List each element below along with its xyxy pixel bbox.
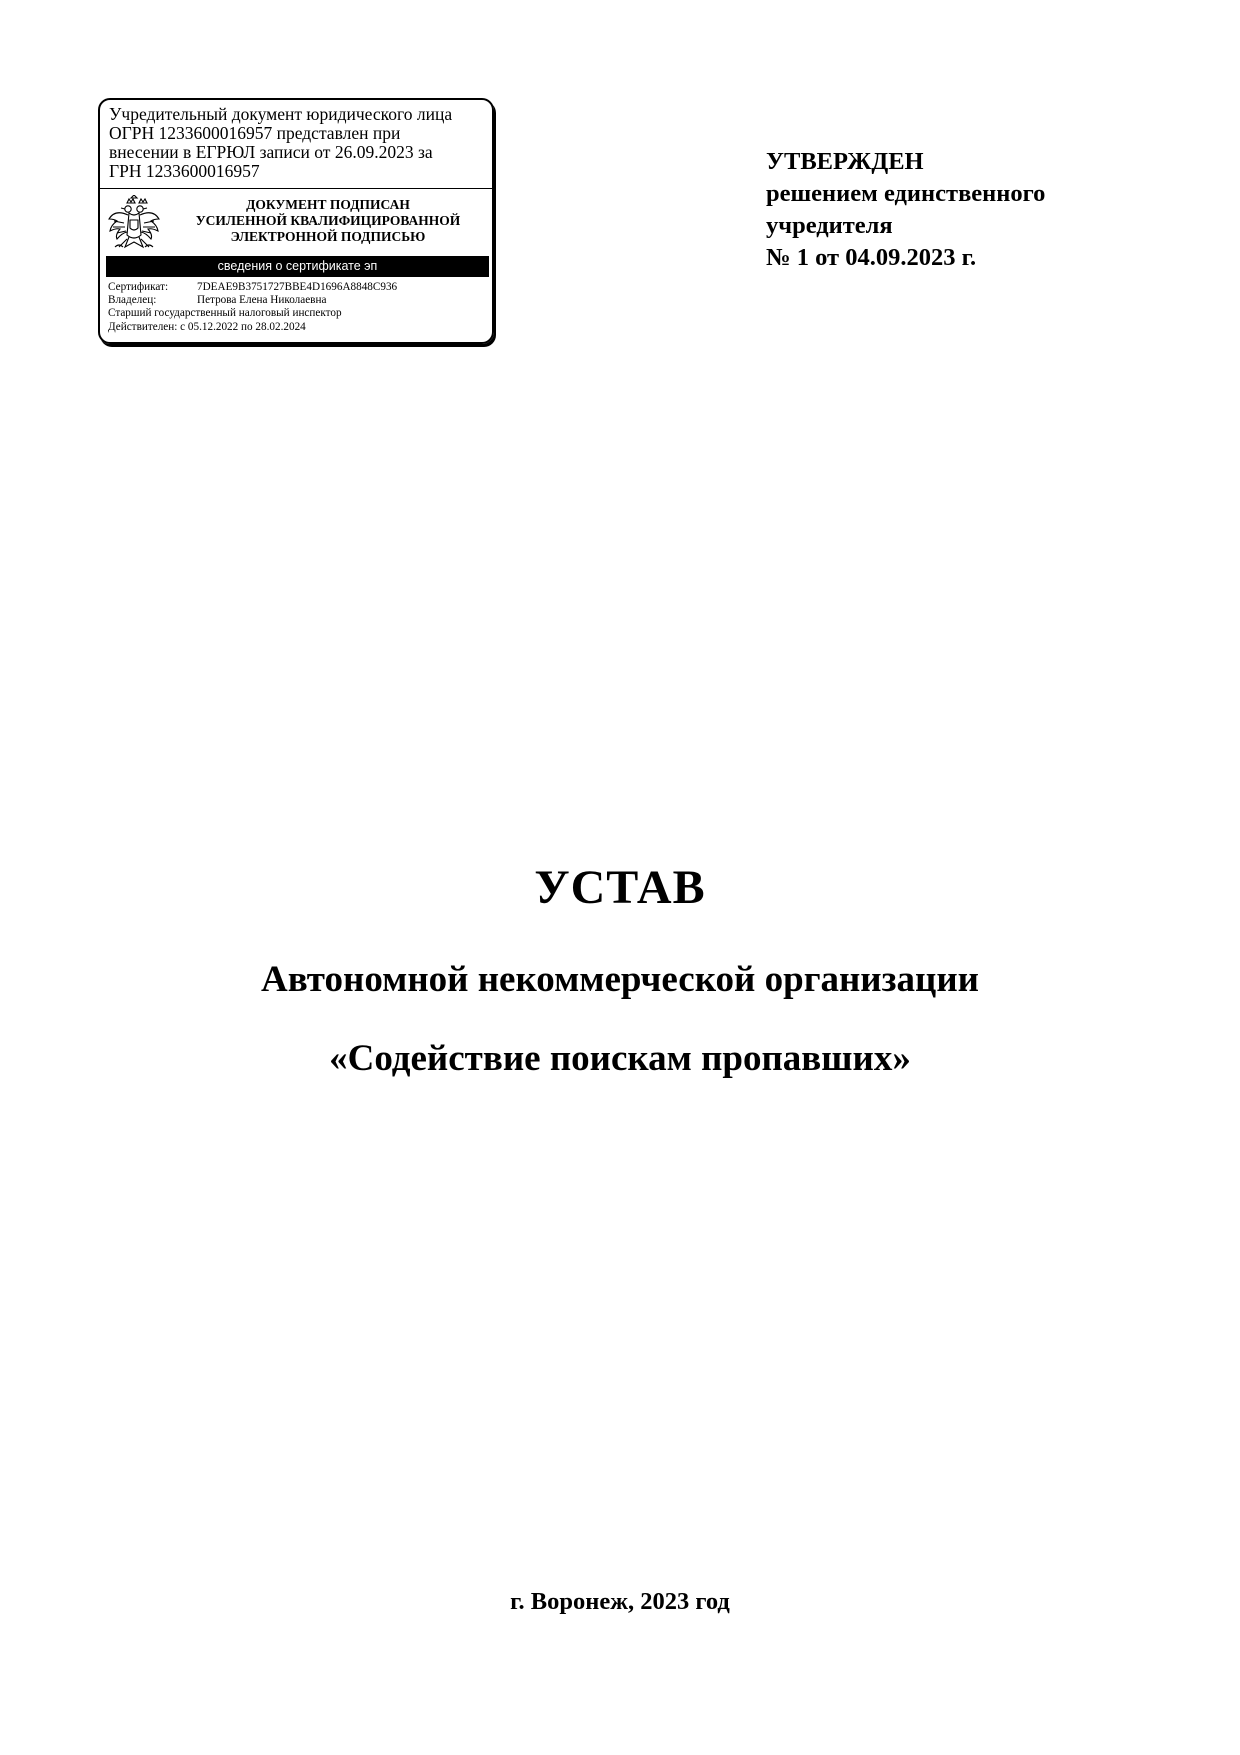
- approval-decision-number: № 1 от 04.09.2023 г.: [766, 244, 977, 271]
- certificate-value: 7DEAE9B3751727BBE4D1696A8848C936: [197, 281, 398, 293]
- owner-position: Старший государственный налоговый инспектор: [108, 307, 342, 320]
- russian-coat-of-arms-icon: [105, 195, 163, 257]
- owner-value: Петрова Елена Николаевна: [197, 294, 327, 307]
- signed-title-line: ЭЛЕКТРОННОЙ ПОДПИСЬЮ: [230, 229, 426, 244]
- certificate-details: [108, 281, 492, 334]
- approval-block: [766, 146, 1045, 274]
- validity-value: с 05.12.2022 по 28.02.2024: [180, 320, 306, 333]
- registration-text: [109, 105, 489, 181]
- registration-line: Учредительный документ юридического лица: [109, 104, 453, 124]
- position-row: [108, 307, 492, 320]
- owner-row: [108, 294, 492, 307]
- registration-line: внесении в ЕГРЮЛ записи от 26.09.2023 за: [109, 142, 433, 162]
- certificate-info-bar: сведения о сертификате эп: [106, 256, 489, 277]
- certificate-row: [108, 281, 492, 294]
- certificate-label: Сертификат:: [108, 281, 169, 293]
- registration-line: ОГРН 1233600016957 представлен при: [109, 123, 401, 143]
- owner-label: Владелец:: [108, 294, 157, 307]
- organization-name: «Содействие поискам пропавших»: [329, 1038, 911, 1079]
- approval-line: решением единственного: [766, 180, 1046, 207]
- document-title: УСТАВ: [534, 861, 706, 914]
- signed-title: [166, 197, 490, 245]
- validity-label: Действителен:: [108, 320, 178, 333]
- validity-row: [108, 321, 492, 334]
- signed-title-line: УСИЛЕННОЙ КВАЛИФИЦИРОВАННОЙ: [195, 213, 461, 228]
- registration-line: ГРН 1233600016957: [109, 161, 260, 181]
- place-and-year: г. Воронеж, 2023 год: [510, 1588, 730, 1615]
- organization-type: Автономной некоммерческой организации: [261, 959, 979, 1000]
- stamp-divider: [100, 188, 492, 189]
- signed-title-line: ДОКУМЕНТ ПОДПИСАН: [246, 197, 410, 212]
- registration-stamp: [98, 98, 494, 344]
- approval-line: учредителя: [766, 212, 893, 239]
- approval-heading: УТВЕРЖДЕН: [766, 148, 924, 175]
